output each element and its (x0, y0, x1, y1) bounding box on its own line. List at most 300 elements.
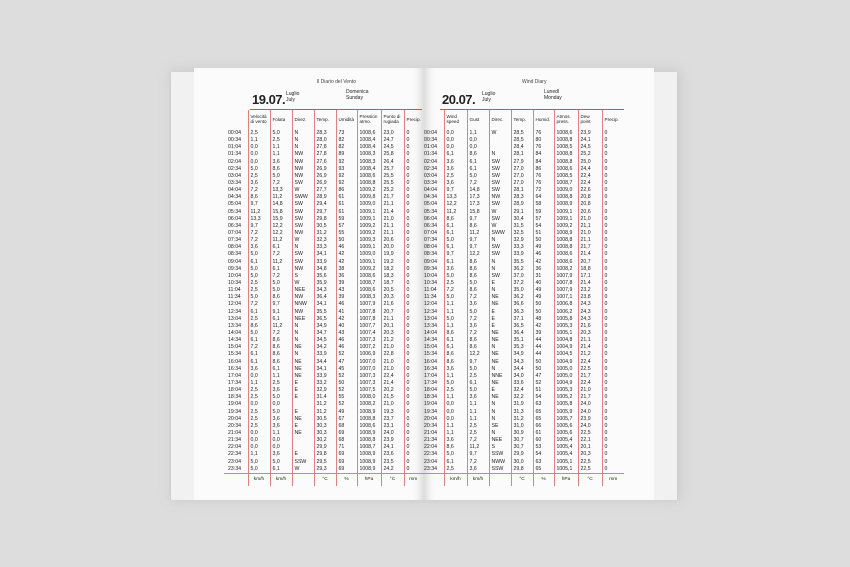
data-cell: 1008,6 (554, 128, 578, 137)
data-cell: 5,0 (248, 466, 270, 474)
units-row (420, 473, 624, 486)
data-cell: 0 (404, 337, 422, 344)
time-cell: 15:04 (228, 344, 241, 351)
data-cell: 0 (602, 237, 624, 244)
data-cell: 1005,3 (554, 323, 578, 330)
data-cell: NNW (292, 301, 314, 308)
data-cell: 0 (602, 180, 624, 187)
data-cell: 39 (336, 294, 357, 301)
data-cell: 34,1 (314, 301, 336, 308)
data-cell: 6,1 (444, 151, 467, 158)
time-cell: 09:34 (424, 265, 437, 272)
data-cell: 3,6 (444, 266, 467, 273)
time-cell: 19:34 (424, 408, 437, 415)
data-cell: 0 (602, 394, 624, 401)
data-cell: 3,6 (467, 301, 489, 308)
data-cell: 5,0 (248, 251, 270, 258)
time-cell: 13:34 (424, 322, 437, 329)
data-cell: 1005,1 (554, 458, 578, 465)
table-row (420, 201, 624, 208)
data-cell: 1008,9 (554, 201, 578, 208)
data-cell: 37,0 (511, 273, 533, 280)
data-cell: 7,2 (248, 344, 270, 351)
time-cell: 12:04 (424, 301, 437, 308)
data-cell: 18,3 (381, 273, 404, 280)
column-header: Punto di rugiada (381, 110, 404, 128)
data-cell: 0 (602, 201, 624, 208)
data-cell: 28,3 (314, 128, 336, 137)
weekday-en: Monday (544, 95, 562, 101)
data-cell: 27,7 (314, 187, 336, 194)
data-cell: 29,9 (511, 451, 533, 458)
table-row (224, 209, 422, 216)
data-cell: 36,6 (511, 301, 533, 308)
table-row (224, 287, 422, 294)
day-header (424, 87, 654, 108)
month-en: July (482, 97, 491, 103)
data-cell: 1005,1 (554, 330, 578, 337)
time-cell: 02:34 (424, 165, 437, 172)
data-cell: 12,2 (444, 201, 467, 208)
data-cell: 33,9 (314, 373, 336, 380)
data-cell: N (489, 287, 511, 294)
data-cell: 0,0 (444, 401, 467, 408)
data-cell: 35,1 (511, 337, 533, 344)
time-cell: 09:04 (424, 258, 437, 265)
data-cell: SW (489, 166, 511, 173)
data-cell: 21,1 (381, 316, 404, 323)
data-cell: 44 (533, 344, 554, 351)
data-cell: 0,0 (444, 144, 467, 151)
data-cell: 21,0 (381, 344, 404, 351)
data-cell: 0 (404, 209, 422, 216)
data-cell: 1,1 (444, 394, 467, 401)
data-cell: 0 (404, 316, 422, 323)
data-cell: 0 (602, 144, 624, 151)
unit-cell: km/h (270, 473, 292, 486)
data-cell: 0 (404, 216, 422, 223)
data-cell: E (292, 451, 314, 458)
data-cell: 3,6 (270, 387, 292, 394)
data-cell: 31,2 (314, 230, 336, 237)
table-row (420, 366, 624, 373)
data-cell: 9,7 (467, 451, 489, 458)
data-cell: SWW (292, 194, 314, 201)
data-cell: NW (489, 194, 511, 201)
data-cell: 1008,8 (554, 244, 578, 251)
data-cell: 30,3 (314, 430, 336, 437)
data-cell: 21,1 (578, 237, 602, 244)
data-cell: 33,9 (314, 351, 336, 358)
data-cell: 20,3 (578, 451, 602, 458)
data-cell: 1008,3 (357, 294, 381, 301)
data-cell: 0 (404, 380, 422, 387)
data-cell: 1005,8 (554, 316, 578, 323)
data-cell: 52 (336, 387, 357, 394)
data-cell: 7,2 (467, 458, 489, 465)
data-cell: 1005,7 (554, 416, 578, 423)
table-row (420, 280, 624, 287)
data-cell: 8,6 (467, 344, 489, 351)
data-cell: 22,4 (578, 380, 602, 387)
data-cell: 20,1 (578, 444, 602, 451)
data-cell: 15,9 (270, 216, 292, 223)
data-cell: 5,0 (444, 380, 467, 387)
data-cell: 5,0 (444, 451, 467, 458)
day-header (194, 87, 424, 108)
table-row (224, 187, 422, 194)
units-row (224, 473, 422, 486)
data-cell: 0 (602, 159, 624, 166)
data-cell: 0,0 (248, 159, 270, 166)
data-cell: 1007,4 (357, 330, 381, 337)
data-cell: W (292, 280, 314, 287)
data-cell: 24,1 (381, 444, 404, 451)
data-cell: 27,0 (511, 166, 533, 173)
data-cell: 8,6 (444, 216, 467, 223)
data-cell: SW (292, 259, 314, 266)
table-row (420, 194, 624, 201)
table-row (224, 159, 422, 166)
data-cell: 5,0 (270, 128, 292, 137)
time-cell: 02:04 (228, 158, 241, 165)
data-cell: 1008,6 (554, 166, 578, 173)
table-row (420, 144, 624, 151)
time-cell: 17:04 (424, 372, 437, 379)
data-cell: 36,5 (511, 323, 533, 330)
data-cell: 1009,0 (357, 201, 381, 208)
data-cell: 21,1 (381, 201, 404, 208)
data-cell: 68 (336, 423, 357, 430)
data-cell: 0 (602, 259, 624, 266)
data-cell: 31 (533, 273, 554, 280)
data-cell: 67 (336, 416, 357, 423)
table-row (224, 344, 422, 351)
data-cell: 5,0 (444, 273, 467, 280)
data-cell: 40 (336, 323, 357, 330)
data-cell: 1005,3 (554, 387, 578, 394)
table-row (420, 437, 624, 444)
data-cell: 21,7 (381, 194, 404, 201)
column-header: Pression atmo. (357, 110, 381, 128)
data-cell: 1008,6 (357, 287, 381, 294)
table-row (420, 223, 624, 230)
data-cell: 1009,8 (357, 194, 381, 201)
data-cell: E (292, 387, 314, 394)
data-cell: 5,0 (270, 408, 292, 415)
data-cell: 1009,2 (357, 223, 381, 230)
data-cell: 1007,8 (554, 280, 578, 287)
data-cell: 3,6 (444, 437, 467, 444)
data-cell: 24,3 (578, 309, 602, 316)
data-cell: 25,5 (381, 180, 404, 187)
data-cell: 36,4 (314, 294, 336, 301)
data-cell: 2,5 (248, 287, 270, 294)
data-cell: 0 (602, 430, 624, 437)
data-cell: 43 (336, 287, 357, 294)
data-cell: 0 (602, 216, 624, 223)
data-cell: 1008,8 (357, 437, 381, 444)
data-cell: 11,2 (467, 230, 489, 237)
data-cell: 6,1 (248, 337, 270, 344)
data-cell: 1008,4 (357, 166, 381, 173)
data-cell: 1008,6 (357, 423, 381, 430)
data-cell: 1007,3 (357, 337, 381, 344)
data-cell: 1005,0 (554, 366, 578, 373)
table-row (420, 237, 624, 244)
time-cell: 15:34 (228, 351, 241, 358)
data-cell (292, 444, 314, 451)
data-cell: 50 (533, 366, 554, 373)
data-cell: 92 (336, 180, 357, 187)
data-cell: 5,0 (248, 166, 270, 173)
data-cell: 0 (404, 128, 422, 137)
data-cell: N (489, 151, 511, 158)
time-cell: 10:34 (424, 280, 437, 287)
data-cell: 1,1 (467, 401, 489, 408)
data-cell: 23,9 (578, 128, 602, 137)
data-cell: 9,7 (444, 187, 467, 194)
table-row (420, 244, 624, 251)
data-cell: 19,2 (381, 259, 404, 266)
data-cell: NE (489, 394, 511, 401)
data-cell: 2,5 (444, 173, 467, 180)
time-cell: 08:34 (228, 251, 241, 258)
table-row (420, 401, 624, 408)
time-cell: 00:34 (424, 137, 437, 144)
data-cell: 30,7 (511, 437, 533, 444)
data-cell: 26,9 (314, 166, 336, 173)
time-cell: 05:34 (228, 208, 241, 215)
data-cell: 3,6 (248, 366, 270, 373)
data-cell: 1009,2 (357, 266, 381, 273)
data-cell (292, 437, 314, 444)
data-cell: 20,5 (381, 287, 404, 294)
data-cell: 22,6 (578, 187, 602, 194)
data-cell: 6,1 (248, 309, 270, 316)
time-cell: 23:04 (424, 458, 437, 465)
data-cell: 1008,0 (357, 394, 381, 401)
table-row (420, 301, 624, 308)
data-cell: 0 (404, 401, 422, 408)
data-cell: 50 (533, 309, 554, 316)
data-cell: 50 (533, 237, 554, 244)
table-row (224, 366, 422, 373)
unit-cell: mm (602, 473, 624, 486)
data-cell: 26,4 (381, 159, 404, 166)
data-cell: 1008,8 (554, 159, 578, 166)
data-cell: N (489, 266, 511, 273)
time-cell: 01:34 (228, 151, 241, 158)
data-cell: 0 (602, 351, 624, 358)
data-cell: 2,5 (444, 466, 467, 474)
time-cell: 06:04 (424, 215, 437, 222)
data-cell: SW (489, 216, 511, 223)
data-cell: 46 (336, 344, 357, 351)
table-row (224, 373, 422, 380)
data-cell: 2,5 (467, 423, 489, 430)
data-cell: 0 (602, 194, 624, 201)
data-cell: 21,4 (381, 209, 404, 216)
data-cell: 50 (533, 359, 554, 366)
data-cell: SW (489, 180, 511, 187)
data-cell: 76 (533, 144, 554, 151)
table-row (420, 458, 624, 465)
time-cell: 04:34 (228, 194, 241, 201)
data-cell: NW (292, 159, 314, 166)
data-cell: 36,5 (314, 316, 336, 323)
table-row (224, 137, 422, 144)
table-row (224, 351, 422, 358)
data-cell: 2,5 (248, 316, 270, 323)
data-cell: 3,6 (270, 416, 292, 423)
time-cell: 08:04 (228, 244, 241, 251)
data-cell: 0 (404, 451, 422, 458)
running-head: Wind Diary (522, 79, 547, 85)
table-row (224, 430, 422, 437)
running-head: Il Diario del Vento (316, 79, 356, 85)
data-cell: 2,5 (444, 280, 467, 287)
time-cell: 05:04 (228, 201, 241, 208)
data-cell: 25,5 (381, 173, 404, 180)
data-cell: 21,2 (381, 337, 404, 344)
column-header: Humid. (533, 110, 554, 128)
data-cell: 5,0 (248, 273, 270, 280)
data-cell: 49 (336, 408, 357, 415)
data-cell: NNE (489, 373, 511, 380)
data-cell: 35,0 (511, 287, 533, 294)
page-stack-right (653, 72, 678, 500)
time-cell: 19:34 (228, 408, 241, 415)
data-cell: 5,0 (444, 237, 467, 244)
table-row (224, 359, 422, 366)
data-cell: 29,8 (314, 216, 336, 223)
data-cell: 1004,9 (554, 380, 578, 387)
data-cell: 1004,8 (554, 337, 578, 344)
unit-cell: mm (404, 473, 422, 486)
time-cell: 06:04 (228, 215, 241, 222)
column-header: Precip. (602, 110, 624, 128)
data-cell: 1009,0 (357, 251, 381, 258)
data-cell: 65 (533, 466, 554, 474)
data-cell: 14,8 (270, 201, 292, 208)
data-cell: SWW (489, 230, 511, 237)
data-cell: 1008,3 (357, 151, 381, 158)
data-cell: 1,1 (444, 323, 467, 330)
data-cell: 7,2 (248, 230, 270, 237)
table-row (224, 451, 422, 458)
data-cell: 7,2 (248, 301, 270, 308)
data-cell: 0 (404, 351, 422, 358)
data-cell: 5,0 (248, 458, 270, 465)
data-cell: 1005,4 (554, 444, 578, 451)
data-cell: 24,0 (381, 430, 404, 437)
time-cell: 14:34 (424, 337, 437, 344)
data-cell: 82 (336, 144, 357, 151)
data-cell: 5,0 (444, 316, 467, 323)
table-row (420, 273, 624, 280)
data-cell: 0,0 (248, 401, 270, 408)
time-cell: 23:04 (228, 458, 241, 465)
data-cell: 3,6 (467, 323, 489, 330)
data-cell: 1008,6 (554, 251, 578, 258)
data-cell: 24,3 (578, 316, 602, 323)
data-cell: NW (292, 230, 314, 237)
data-cell: 23,7 (381, 416, 404, 423)
data-cell: 8,6 (467, 337, 489, 344)
data-cell: 30,4 (511, 216, 533, 223)
time-cell: 07:04 (228, 230, 241, 237)
data-cell: 23,5 (381, 458, 404, 465)
table-row (420, 180, 624, 187)
table-row (420, 216, 624, 223)
data-cell: 0 (602, 287, 624, 294)
time-cell: 10:34 (228, 280, 241, 287)
table-row (420, 451, 624, 458)
unit-cell: °C (381, 473, 404, 486)
time-cell: 03:04 (424, 172, 437, 179)
time-cell: 15:04 (424, 344, 437, 351)
data-cell: 51 (533, 387, 554, 394)
data-cell: 8,6 (270, 344, 292, 351)
data-cell: 0 (602, 230, 624, 237)
time-cell: 07:04 (424, 230, 437, 237)
data-cell: NE (292, 416, 314, 423)
table-row (420, 316, 624, 323)
data-cell: 6,1 (444, 344, 467, 351)
time-cell: 09:04 (228, 258, 241, 265)
weekday-it: Domenica (346, 89, 369, 95)
data-cell: 21,1 (578, 337, 602, 344)
time-cell: 09:34 (228, 265, 241, 272)
data-cell: 0 (602, 173, 624, 180)
data-cell: 31,2 (511, 416, 533, 423)
data-cell: 66 (533, 423, 554, 430)
data-cell: 1,1 (467, 128, 489, 137)
data-cell: 52 (533, 380, 554, 387)
time-cell: 14:04 (228, 330, 241, 336)
table-row (224, 301, 422, 308)
data-cell: 69 (336, 430, 357, 437)
data-cell: 0 (404, 144, 422, 151)
data-cell: 6,1 (444, 458, 467, 465)
data-cell: 54 (533, 451, 554, 458)
data-cell: 20,8 (578, 201, 602, 208)
data-cell: 11,2 (270, 323, 292, 330)
data-cell: 18,8 (578, 266, 602, 273)
data-cell: 27,9 (511, 159, 533, 166)
data-cell: 24,1 (578, 137, 602, 144)
data-cell: 9,7 (248, 201, 270, 208)
data-cell: 6,1 (270, 266, 292, 273)
data-cell: 52 (336, 401, 357, 408)
data-cell: 1007,2 (357, 344, 381, 351)
data-cell: 25,7 (381, 166, 404, 173)
data-cell: 29,5 (314, 458, 336, 465)
table-row (224, 316, 422, 323)
data-cell: 1009,1 (357, 209, 381, 216)
data-cell: N (292, 330, 314, 337)
data-cell: 30,5 (314, 223, 336, 230)
data-cell: 1008,8 (554, 194, 578, 201)
data-cell: 0 (602, 266, 624, 273)
data-cell: 69 (336, 451, 357, 458)
unit-cell: °C (578, 473, 602, 486)
data-cell: 5,0 (248, 266, 270, 273)
table-row (420, 423, 624, 430)
table-row (224, 408, 422, 415)
data-cell: 8,6 (467, 273, 489, 280)
